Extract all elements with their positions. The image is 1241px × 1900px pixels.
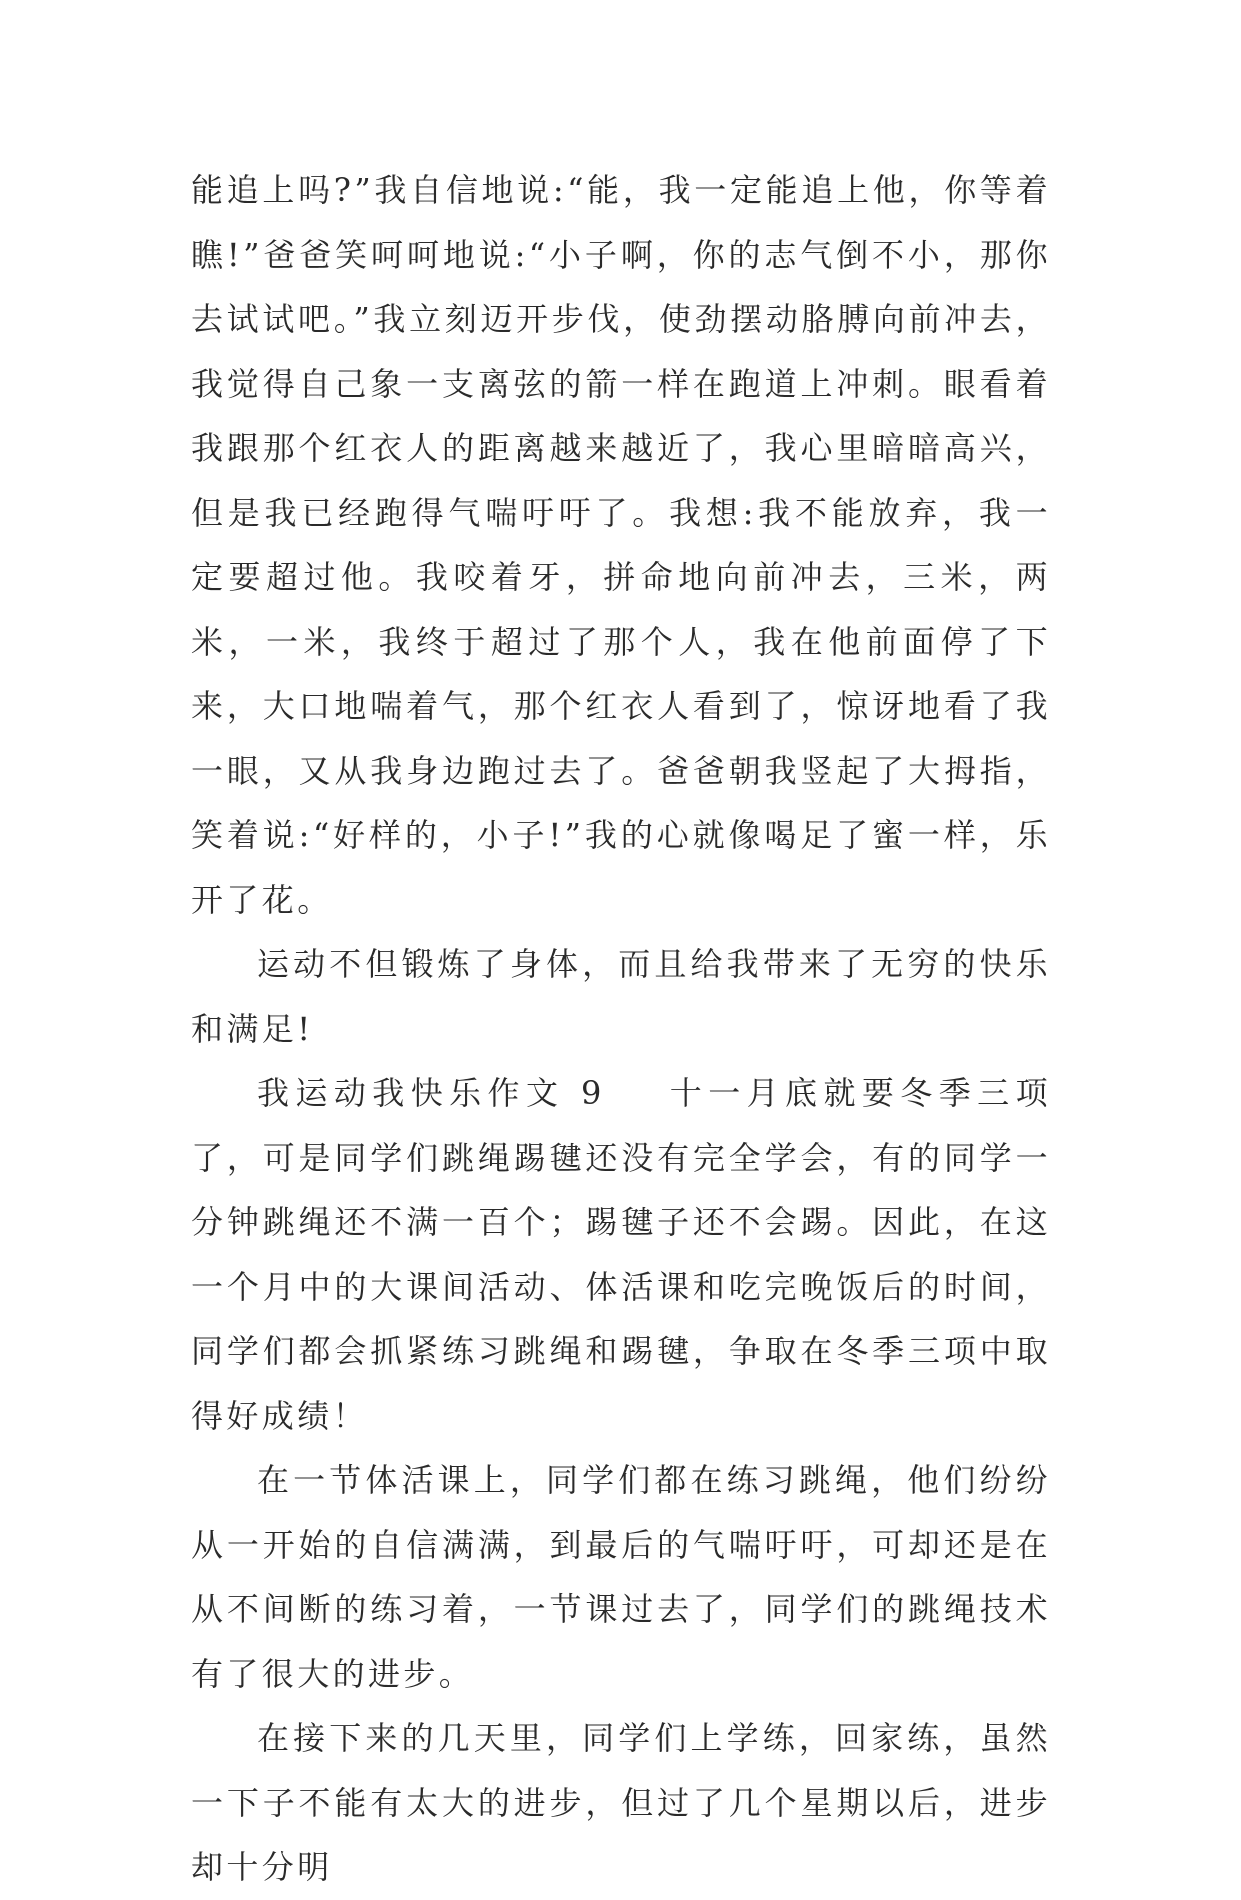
paragraph-running: 能追上吗?”我自信地说:“能，我一定能追上他，你等着瞧!”爸爸笑呵呵地说:“小子啊，你的志气倒不小，那你去试试吧。”我立刻迈开步伐，使劲摆动胳膊向前冲去，我觉得自己象一支离弦的箭一样在跑道上冲刺。眼看着我跟那个红衣人的距离越来越近了，我心里暗暗高兴，但是我已经跑得气喘吁吁了。我想:我不能放弃，我一定要超过他。我咬着牙，拼命地向前冲去，三米，两米，一米，我终于超过了那个人，我在他前面停了下来，大口地喘着气，那个红衣人看到了，惊讶地看了我一眼，又从我身边跑过去了。爸爸朝我竖起了大拇指，笑着说:“好样的，小子!”我的心就像喝足了蜜一样，乐开了花。 — [191, 171, 1051, 919]
paragraph-essay-start — [191, 1061, 1051, 1448]
paragraph-conclusion: 运动不但锻炼了身体，而且给我带来了无穷的快乐和满足! — [191, 945, 1051, 1048]
essay-paragraph-3: 在接下来的几天里，同学们上学练，回家练，虽然一下子不能有太大的进步，但过了几个星期以后，进步却十分明 — [191, 1719, 1051, 1886]
document-body — [191, 158, 1051, 1900]
essay-paragraph-2: 在一节体活课上，同学们都在练习跳绳，他们纷纷从一开始的自信满满，到最后的气喘吁吁，可却还是在从不间断的练习着，一节课过去了，同学们的跳绳技术有了很大的进步。 — [191, 1461, 1051, 1693]
essay-heading: 我运动我快乐作文 9 — [257, 1074, 605, 1112]
essay-paragraph-1: 十一月底就要冬季三项了，可是同学们跳绳踢毽还没有完全学会，有的同学一分钟跳绳还不满一百个；踢毽子还不会踢。因此，在这一个月中的大课间活动、体活课和吃完晚饭后的时间，同学们都会抓紧练习跳绳和踢毽，争取在冬季三项中取得好成绩！ — [191, 1074, 1051, 1435]
